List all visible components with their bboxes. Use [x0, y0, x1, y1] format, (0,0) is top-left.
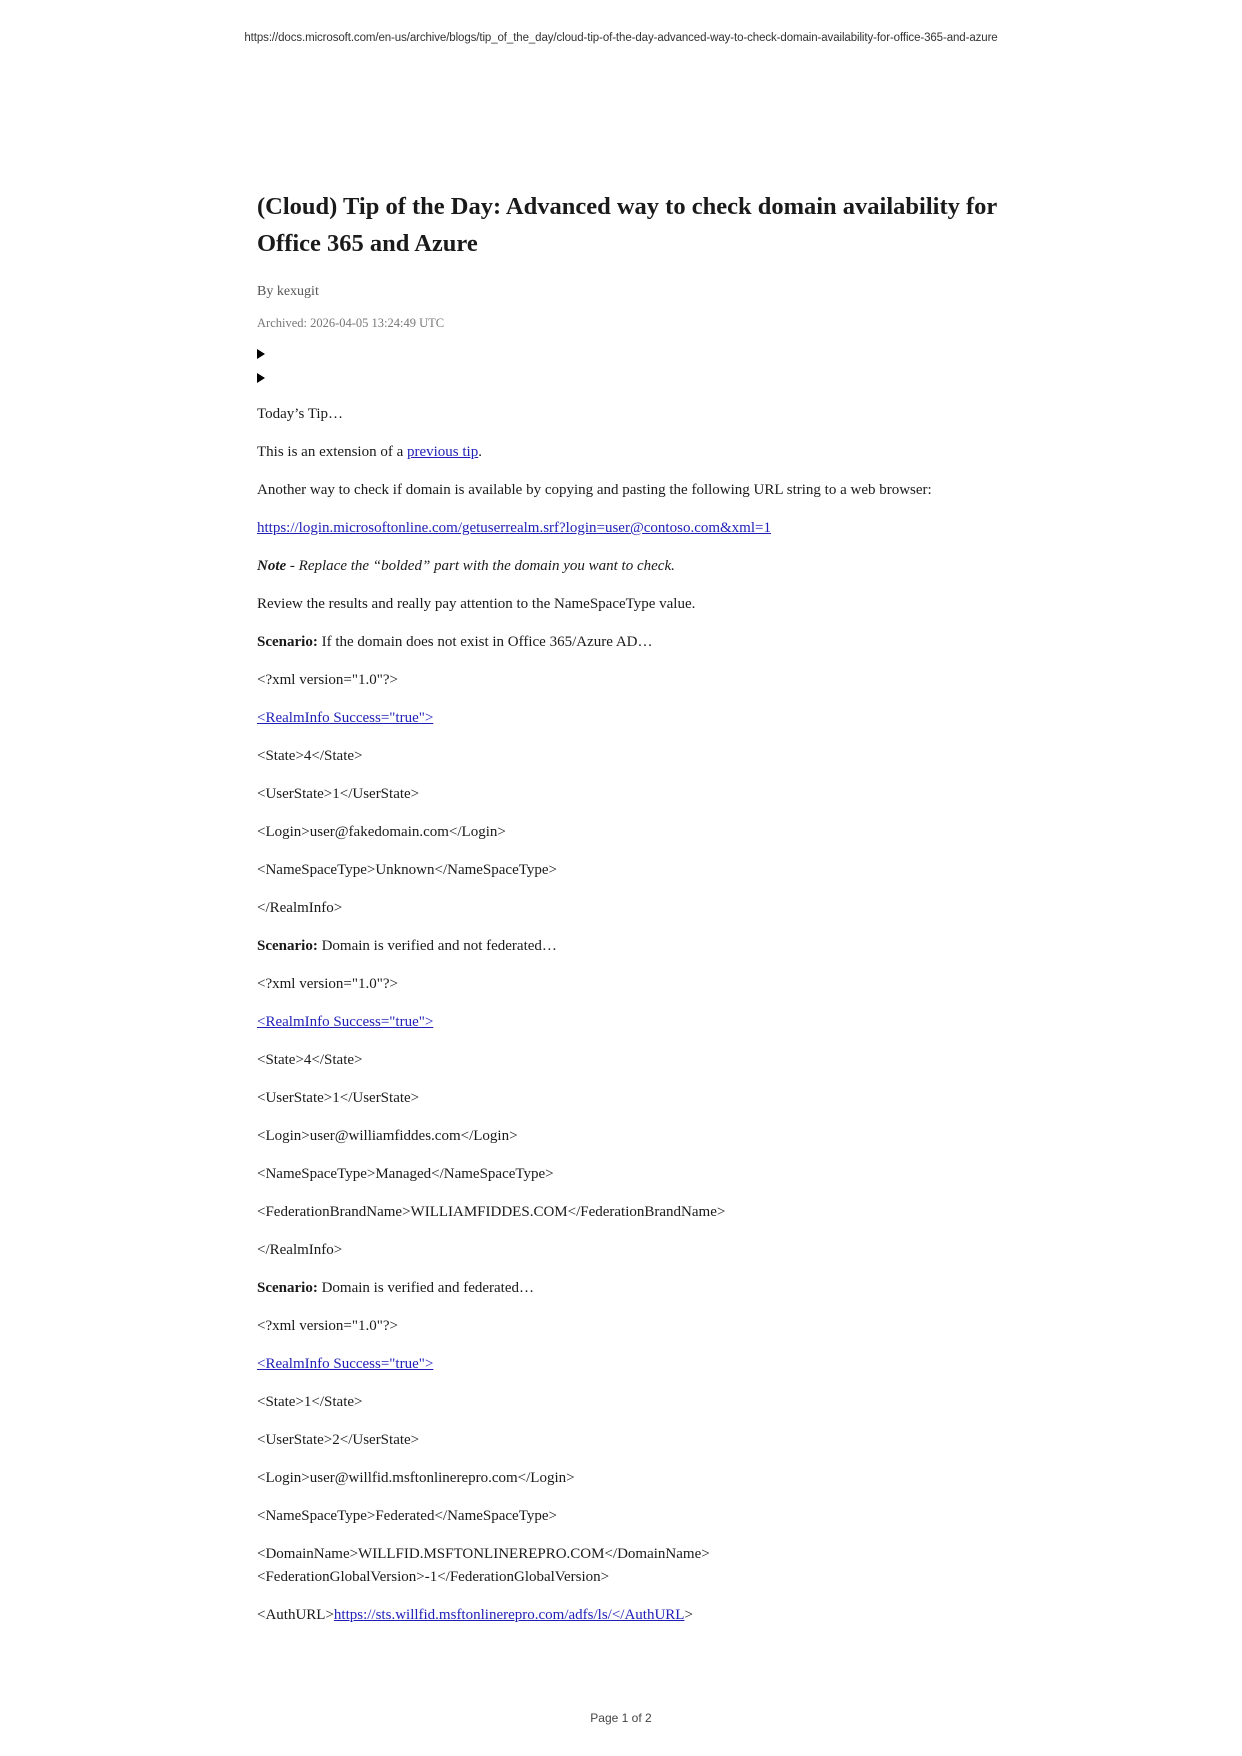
review-text: Review the results and really pay attention to the NameSpaceType value.: [257, 596, 696, 612]
xml-line: <DomainName>WILLFID.MSFTONLINEREPRO.COM</DomainName>: [257, 1546, 710, 1562]
check-url-paragraph: [257, 518, 1017, 538]
article: [257, 188, 1017, 1625]
xml-line: <?xml version="1.0"?>: [257, 672, 398, 688]
scenario-label: Scenario:: [257, 1280, 318, 1296]
note-label: Note: [257, 558, 287, 574]
extension-prefix: This is an extension of a: [257, 444, 407, 460]
xml-line: <NameSpaceType>Unknown</NameSpaceType>: [257, 862, 557, 878]
auth-url-suffix: >: [684, 1607, 693, 1623]
xml-line: <FederationGlobalVersion>-1</FederationGlobalVersion>: [257, 1569, 610, 1585]
xml-line: <State>1</State>: [257, 1394, 363, 1410]
disclosure-triangle-icon: [257, 349, 265, 359]
another-way-text: Another way to check if domain is available by copying and pasting the following URL string to a web browser:: [257, 482, 932, 498]
disclosure-triangle-icon: [257, 373, 265, 383]
xml-line: <State>4</State>: [257, 748, 363, 764]
xml-line: <Login>user@fakedomain.com</Login>: [257, 824, 506, 840]
xml-line: <UserState>2</UserState>: [257, 1432, 420, 1448]
realminfo-link[interactable]: <RealmInfo Success="true">: [257, 1014, 434, 1030]
note-paragraph: [257, 556, 1017, 576]
xml-line: <NameSpaceType>Managed</NameSpaceType>: [257, 1166, 554, 1182]
xml-line: <Login>user@willfid.msftonlinerepro.com</Login>: [257, 1470, 575, 1486]
scenario-3-heading: [257, 1278, 1017, 1298]
page-number: Page 1 of 2: [590, 1711, 652, 1725]
page-url-header: https://docs.microsoft.com/en-us/archive/blogs/tip_of_the_day/cloud-tip-of-the-day-advanced-way-to-check-domain-availability-for-office-365-and-azure: [244, 32, 998, 44]
scenario-1-heading: [257, 632, 1017, 652]
scenario-2-desc: Domain is verified and not federated…: [317, 938, 557, 954]
xml-line: </RealmInfo>: [257, 1242, 343, 1258]
extension-suffix: .: [478, 444, 482, 460]
xml-line: <Login>user@williamfiddes.com</Login>: [257, 1128, 518, 1144]
byline: By kexugit: [257, 284, 319, 299]
auth-url-prefix: <AuthURL>: [257, 1607, 334, 1623]
xml-line: [257, 1012, 1017, 1032]
scenario-label: Scenario:: [257, 938, 318, 954]
archived-date: Archived: 2026-04-05 13:24:49 UTC: [257, 316, 445, 330]
scenario-label: Scenario:: [257, 634, 318, 650]
previous-tip-link[interactable]: previous tip: [406, 444, 479, 460]
xml-line: <?xml version="1.0"?>: [257, 976, 398, 992]
auth-url-line: [257, 1605, 1017, 1625]
disclosure-toggle-2[interactable]: [257, 370, 277, 386]
xml-line: <NameSpaceType>Federated</NameSpaceType>: [257, 1508, 557, 1524]
intro-text: Today’s Tip…: [257, 406, 344, 422]
note-text: - Replace the “bolded” part with the domain you want to check.: [286, 558, 675, 574]
auth-url-link[interactable]: https://sts.willfid.msftonlinerepro.com/adfs/ls/</AuthURL: [333, 1607, 685, 1623]
extension-paragraph: [257, 442, 1017, 462]
disclosure-toggle-1[interactable]: [257, 346, 277, 362]
scenario-1-desc: If the domain does not exist in Office 365/Azure AD…: [317, 634, 653, 650]
xml-line: <UserState>1</UserState>: [257, 1090, 420, 1106]
xml-line: <UserState>1</UserState>: [257, 786, 420, 802]
scenario-3-desc: Domain is verified and federated…: [317, 1280, 534, 1296]
article-title: (Cloud) Tip of the Day: Advanced way to check domain availability for Office 365 and Azure: [257, 193, 997, 257]
xml-line: [257, 1354, 1017, 1374]
xml-line: [257, 708, 1017, 728]
xml-line: <?xml version="1.0"?>: [257, 1318, 398, 1334]
realminfo-link[interactable]: <RealmInfo Success="true">: [257, 710, 434, 726]
scenario-2-heading: [257, 936, 1017, 956]
xml-line: </RealmInfo>: [257, 900, 343, 916]
check-url-link[interactable]: https://login.microsoftonline.com/getuserrealm.srf?login=user@contoso.com&xml=1: [257, 520, 771, 536]
xml-line: <State>4</State>: [257, 1052, 363, 1068]
xml-line: <FederationBrandName>WILLIAMFIDDES.COM</FederationBrandName>: [257, 1204, 726, 1220]
disclosure-group: [257, 346, 1017, 386]
realminfo-link[interactable]: <RealmInfo Success="true">: [257, 1356, 434, 1372]
